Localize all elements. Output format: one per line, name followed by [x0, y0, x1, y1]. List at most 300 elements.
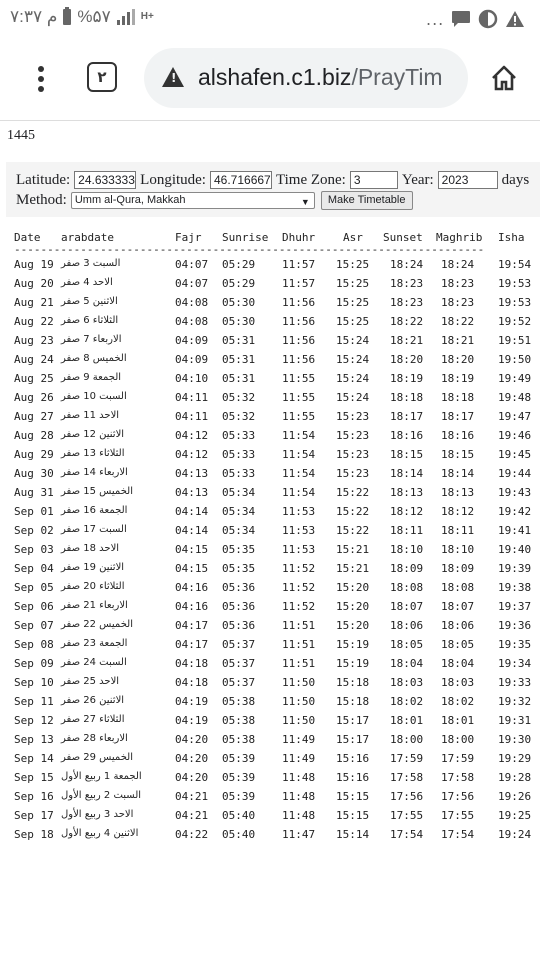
cell-date: Sep 09 [14, 657, 54, 670]
table-row [0, 600, 540, 619]
cell-date: Aug 19 [14, 258, 54, 271]
latitude-input[interactable]: 24.633333 [74, 171, 136, 189]
cell-arabdate: الجمعة 9 صفر [61, 372, 122, 383]
cell-arabdate: السبت 17 صفر [61, 524, 127, 535]
cell-date: Sep 15 [14, 771, 54, 784]
cell-fajr: 04:18 [175, 657, 209, 670]
cell-date: Sep 08 [14, 638, 54, 651]
signal-icon [117, 9, 135, 25]
year-input[interactable]: 2023 [438, 171, 498, 189]
cell-sunrise: 05:33 [222, 429, 256, 442]
table-row [0, 619, 540, 638]
cell-isha: 19:41 [498, 524, 532, 537]
cell-asr: 15:23 [336, 410, 370, 423]
cell-fajr: 04:14 [175, 524, 209, 537]
cell-asr: 15:23 [336, 429, 370, 442]
cell-isha: 19:36 [498, 619, 532, 632]
cell-sunset: 18:07 [390, 600, 424, 613]
table-row [0, 353, 540, 372]
cell-dhuhr: 11:57 [282, 277, 316, 290]
cell-fajr: 04:07 [175, 277, 209, 290]
table-row [0, 809, 540, 828]
cell-sunrise: 05:29 [222, 258, 256, 271]
cell-fajr: 04:13 [175, 467, 209, 480]
method-label: Method: [16, 192, 67, 208]
cell-isha: 19:37 [498, 600, 532, 613]
menu-icon[interactable] [34, 66, 48, 94]
cell-maghrib: 18:01 [441, 714, 475, 727]
cell-sunset: 18:19 [390, 372, 424, 385]
cell-isha: 19:53 [498, 296, 532, 309]
cell-sunset: 18:11 [390, 524, 424, 537]
table-row [0, 695, 540, 714]
cell-sunrise: 05:36 [222, 600, 256, 613]
cell-dhuhr: 11:53 [282, 524, 316, 537]
table-row [0, 258, 540, 277]
settings-form [6, 162, 540, 217]
cell-sunrise: 05:30 [222, 315, 256, 328]
cell-isha: 19:49 [498, 372, 532, 385]
cell-dhuhr: 11:49 [282, 733, 316, 746]
cell-dhuhr: 11:56 [282, 353, 316, 366]
cell-sunset: 18:16 [390, 429, 424, 442]
cell-maghrib: 18:03 [441, 676, 475, 689]
timezone-label: Time Zone: [275, 171, 346, 188]
cell-fajr: 04:09 [175, 334, 209, 347]
cell-date: Aug 24 [14, 353, 54, 366]
method-select[interactable] [71, 192, 315, 209]
cell-maghrib: 18:18 [441, 391, 475, 404]
cell-sunset: 17:55 [390, 809, 424, 822]
cell-dhuhr: 11:55 [282, 372, 316, 385]
cell-fajr: 04:20 [175, 733, 209, 746]
cell-date: Sep 16 [14, 790, 54, 803]
cell-asr: 15:24 [336, 372, 370, 385]
cell-asr: 15:24 [336, 391, 370, 404]
cell-fajr: 04:12 [175, 448, 209, 461]
cell-isha: 19:42 [498, 505, 532, 518]
cell-arabdate: الاثنين 12 صفر [61, 429, 125, 440]
cell-arabdate: الاربعاء 28 صفر [61, 733, 128, 744]
cell-maghrib: 18:23 [441, 296, 475, 309]
column-header-maghrib: Maghrib [436, 231, 483, 244]
cell-asr: 15:20 [336, 619, 370, 632]
cell-date: Aug 29 [14, 448, 54, 461]
cell-sunset: 17:58 [390, 771, 424, 784]
cell-sunset: 18:14 [390, 467, 424, 480]
cell-dhuhr: 11:50 [282, 714, 316, 727]
table-row [0, 828, 540, 847]
column-header-sunrise: Sunrise [222, 231, 269, 244]
cell-dhuhr: 11:57 [282, 258, 316, 271]
cell-dhuhr: 11:51 [282, 619, 316, 632]
table-row [0, 714, 540, 733]
table-row [0, 676, 540, 695]
cell-fajr: 04:09 [175, 353, 209, 366]
cell-sunrise: 05:35 [222, 562, 256, 575]
cell-dhuhr: 11:52 [282, 581, 316, 594]
cell-maghrib: 18:14 [441, 467, 475, 480]
cell-isha: 19:24 [498, 828, 532, 841]
chevron-down-icon: ▼ [300, 197, 310, 207]
cell-asr: 15:19 [336, 638, 370, 651]
cell-fajr: 04:11 [175, 410, 209, 423]
cell-arabdate: الجمعة 16 صفر [61, 505, 128, 516]
cell-fajr: 04:08 [175, 296, 209, 309]
cell-maghrib: 18:17 [441, 410, 475, 423]
cell-maghrib: 18:10 [441, 543, 475, 556]
cell-isha: 19:26 [498, 790, 532, 803]
cell-maghrib: 18:21 [441, 334, 475, 347]
table-row [0, 562, 540, 581]
cell-isha: 19:50 [498, 353, 532, 366]
cell-dhuhr: 11:47 [282, 828, 316, 841]
cell-dhuhr: 11:52 [282, 562, 316, 575]
cell-sunrise: 05:33 [222, 448, 256, 461]
table-row [0, 543, 540, 562]
cell-maghrib: 18:20 [441, 353, 475, 366]
table-row [0, 581, 540, 600]
cell-asr: 15:21 [336, 562, 370, 575]
table-row [0, 296, 540, 315]
table-row [0, 733, 540, 752]
cell-sunset: 18:00 [390, 733, 424, 746]
cell-sunset: 18:01 [390, 714, 424, 727]
cell-fajr: 04:15 [175, 543, 209, 556]
cell-asr: 15:19 [336, 657, 370, 670]
cell-dhuhr: 11:50 [282, 676, 316, 689]
cell-arabdate: الخميس 22 صفر [61, 619, 133, 630]
cell-date: Aug 30 [14, 467, 54, 480]
cell-isha: 19:54 [498, 258, 532, 271]
cell-arabdate: الخميس 15 صفر [61, 486, 133, 497]
cell-asr: 15:23 [336, 448, 370, 461]
cell-sunrise: 05:29 [222, 277, 256, 290]
cell-arabdate: السبت 3 صفر [61, 258, 121, 269]
not-secure-icon[interactable] [162, 67, 184, 87]
cell-sunset: 18:06 [390, 619, 424, 632]
table-row [0, 315, 540, 334]
more-notifications-icon: ... [426, 10, 445, 29]
cell-isha: 19:30 [498, 733, 532, 746]
cell-arabdate: السبت 24 صفر [61, 657, 127, 668]
cell-maghrib: 17:59 [441, 752, 475, 765]
cell-sunrise: 05:31 [222, 353, 256, 366]
cell-asr: 15:16 [336, 752, 370, 765]
cell-fajr: 04:10 [175, 372, 209, 385]
cell-arabdate: الجمعة 1 ربيع الأول [61, 771, 142, 782]
column-header-isha: Isha [498, 231, 525, 244]
cell-arabdate: الاربعاء 21 صفر [61, 600, 128, 611]
cell-asr: 15:25 [336, 258, 370, 271]
cell-date: Aug 27 [14, 410, 54, 423]
cell-maghrib: 18:07 [441, 600, 475, 613]
longitude-label: Longitude: [140, 171, 206, 188]
cell-sunset: 18:22 [390, 315, 424, 328]
battery-percent: %۵۷ [77, 7, 111, 26]
cell-dhuhr: 11:51 [282, 657, 316, 670]
cell-maghrib: 18:13 [441, 486, 475, 499]
table-row [0, 638, 540, 657]
cell-maghrib: 18:00 [441, 733, 475, 746]
cell-sunrise: 05:32 [222, 391, 256, 404]
cell-date: Sep 05 [14, 581, 54, 594]
cell-fajr: 04:15 [175, 562, 209, 575]
cell-dhuhr: 11:53 [282, 505, 316, 518]
tab-switcher-button[interactable]: ٢ [87, 62, 117, 92]
cell-dhuhr: 11:55 [282, 391, 316, 404]
cell-arabdate: الاثنين 26 صفر [61, 695, 125, 706]
make-timetable-button[interactable]: Make Timetable [321, 191, 413, 210]
cell-isha: 19:35 [498, 638, 532, 651]
cell-asr: 15:22 [336, 524, 370, 537]
cell-date: Aug 21 [14, 296, 54, 309]
cell-fajr: 04:14 [175, 505, 209, 518]
home-icon[interactable] [490, 64, 518, 92]
cell-dhuhr: 11:53 [282, 543, 316, 556]
cell-date: Aug 25 [14, 372, 54, 385]
cell-arabdate: الاثنين 19 صفر [61, 562, 125, 573]
cell-isha: 19:53 [498, 277, 532, 290]
cell-fajr: 04:13 [175, 486, 209, 499]
cell-asr: 15:15 [336, 809, 370, 822]
cell-dhuhr: 11:50 [282, 695, 316, 708]
cell-isha: 19:29 [498, 752, 532, 765]
cell-arabdate: الثلاثاء 6 صفر [61, 315, 119, 326]
cell-sunset: 17:56 [390, 790, 424, 803]
cell-asr: 15:25 [336, 277, 370, 290]
cell-maghrib: 17:56 [441, 790, 475, 803]
cell-isha: 19:46 [498, 429, 532, 442]
cell-maghrib: 18:22 [441, 315, 475, 328]
table-row [0, 771, 540, 790]
cell-arabdate: الخميس 8 صفر [61, 353, 127, 364]
cell-maghrib: 18:02 [441, 695, 475, 708]
cell-dhuhr: 11:56 [282, 315, 316, 328]
cell-maghrib: 18:19 [441, 372, 475, 385]
cell-fajr: 04:12 [175, 429, 209, 442]
cell-asr: 15:18 [336, 695, 370, 708]
header-divider: ----------------------------------------------------------------------- [14, 243, 485, 256]
cell-dhuhr: 11:49 [282, 752, 316, 765]
cell-isha: 19:33 [498, 676, 532, 689]
cell-date: Sep 01 [14, 505, 54, 518]
cell-fajr: 04:22 [175, 828, 209, 841]
cell-arabdate: الثلاثاء 27 صفر [61, 714, 125, 725]
cell-arabdate: الاحد 11 صفر [61, 410, 120, 421]
cell-asr: 15:22 [336, 505, 370, 518]
cell-isha: 19:28 [498, 771, 532, 784]
battery-icon [63, 9, 71, 25]
cell-isha: 19:43 [498, 486, 532, 499]
cell-isha: 19:44 [498, 467, 532, 480]
cell-date: Sep 14 [14, 752, 54, 765]
cell-asr: 15:20 [336, 581, 370, 594]
cell-sunset: 18:09 [390, 562, 424, 575]
hijri-year: 1445 [7, 128, 35, 143]
cell-arabdate: الاثنين 4 ربيع الأول [61, 828, 139, 839]
table-row [0, 372, 540, 391]
table-row [0, 277, 540, 296]
cell-dhuhr: 11:55 [282, 410, 316, 423]
cell-maghrib: 18:12 [441, 505, 475, 518]
cell-isha: 19:39 [498, 562, 532, 575]
cell-isha: 19:25 [498, 809, 532, 822]
cell-asr: 15:24 [336, 334, 370, 347]
cell-maghrib: 18:24 [441, 258, 475, 271]
network-type: H+ [140, 11, 154, 22]
cell-sunset: 18:23 [390, 296, 424, 309]
cell-sunset: 18:13 [390, 486, 424, 499]
cell-sunset: 18:04 [390, 657, 424, 670]
cell-sunrise: 05:40 [222, 809, 256, 822]
cell-sunrise: 05:36 [222, 581, 256, 594]
cell-dhuhr: 11:54 [282, 467, 316, 480]
cell-sunrise: 05:37 [222, 638, 256, 651]
cell-sunrise: 05:31 [222, 372, 256, 385]
cell-maghrib: 17:58 [441, 771, 475, 784]
url-bar[interactable] [144, 48, 468, 108]
cell-sunset: 18:24 [390, 258, 424, 271]
cell-isha: 19:47 [498, 410, 532, 423]
cell-date: Aug 23 [14, 334, 54, 347]
cell-sunrise: 05:38 [222, 714, 256, 727]
moon-icon [478, 9, 498, 29]
table-row [0, 505, 540, 524]
cell-dhuhr: 11:54 [282, 486, 316, 499]
cell-maghrib: 18:16 [441, 429, 475, 442]
cell-date: Sep 18 [14, 828, 54, 841]
cell-isha: 19:45 [498, 448, 532, 461]
column-header-sunset: Sunset [383, 231, 423, 244]
cell-isha: 19:51 [498, 334, 532, 347]
cell-arabdate: الاربعاء 14 صفر [61, 467, 128, 478]
cell-sunrise: 05:34 [222, 486, 256, 499]
cell-sunset: 18:05 [390, 638, 424, 651]
cell-fajr: 04:19 [175, 695, 209, 708]
cell-date: Sep 12 [14, 714, 54, 727]
cell-fajr: 04:11 [175, 391, 209, 404]
cell-sunrise: 05:37 [222, 676, 256, 689]
cell-arabdate: الثلاثاء 13 صفر [61, 448, 125, 459]
cell-sunset: 18:15 [390, 448, 424, 461]
cell-maghrib: 18:08 [441, 581, 475, 594]
cell-dhuhr: 11:52 [282, 600, 316, 613]
cell-dhuhr: 11:54 [282, 448, 316, 461]
cell-dhuhr: 11:51 [282, 638, 316, 651]
cell-dhuhr: 11:48 [282, 771, 316, 784]
table-row [0, 752, 540, 771]
cell-date: Sep 03 [14, 543, 54, 556]
cell-asr: 15:24 [336, 353, 370, 366]
cell-dhuhr: 11:54 [282, 429, 316, 442]
cell-sunset: 18:08 [390, 581, 424, 594]
status-bar [0, 0, 540, 36]
table-row [0, 486, 540, 505]
cell-sunrise: 05:32 [222, 410, 256, 423]
browser-toolbar [0, 36, 540, 121]
table-row [0, 410, 540, 429]
cell-arabdate: الخميس 29 صفر [61, 752, 133, 763]
cell-isha: 19:31 [498, 714, 532, 727]
cell-sunset: 18:18 [390, 391, 424, 404]
cell-isha: 19:32 [498, 695, 532, 708]
cell-fajr: 04:16 [175, 581, 209, 594]
cell-dhuhr: 11:48 [282, 790, 316, 803]
cell-dhuhr: 11:56 [282, 296, 316, 309]
cell-maghrib: 18:23 [441, 277, 475, 290]
cell-fajr: 04:17 [175, 638, 209, 651]
cell-maghrib: 17:54 [441, 828, 475, 841]
days-label: days [501, 171, 530, 188]
cell-maghrib: 17:55 [441, 809, 475, 822]
cell-sunrise: 05:36 [222, 619, 256, 632]
cell-sunrise: 05:34 [222, 524, 256, 537]
cell-maghrib: 18:05 [441, 638, 475, 651]
column-header-fajr: Fajr [175, 231, 202, 244]
cell-isha: 19:52 [498, 315, 532, 328]
method-selected: Umm al-Qura, Makkah [74, 194, 186, 206]
table-row [0, 334, 540, 353]
cell-maghrib: 18:09 [441, 562, 475, 575]
url-path: /PrayTim [351, 64, 443, 90]
cell-date: Sep 11 [14, 695, 54, 708]
message-icon [451, 10, 471, 28]
table-row [0, 448, 540, 467]
longitude-input[interactable]: 46.716667 [210, 171, 272, 189]
cell-sunrise: 05:38 [222, 733, 256, 746]
cell-arabdate: الاحد 4 صفر [61, 277, 113, 288]
notification-icons [426, 8, 525, 29]
cell-dhuhr: 11:56 [282, 334, 316, 347]
timezone-input[interactable]: 3 [350, 171, 398, 189]
url-domain: alshafen.c1.biz [198, 64, 352, 90]
cell-arabdate: الاثنين 5 صفر [61, 296, 118, 307]
cell-asr: 15:16 [336, 771, 370, 784]
cell-maghrib: 18:06 [441, 619, 475, 632]
cell-date: Aug 28 [14, 429, 54, 442]
cell-arabdate: الجمعة 23 صفر [61, 638, 128, 649]
table-row [0, 790, 540, 809]
cell-sunset: 18:23 [390, 277, 424, 290]
cell-maghrib: 18:15 [441, 448, 475, 461]
cell-asr: 15:14 [336, 828, 370, 841]
cell-dhuhr: 11:48 [282, 809, 316, 822]
cell-date: Aug 22 [14, 315, 54, 328]
cell-date: Sep 13 [14, 733, 54, 746]
cell-sunset: 18:02 [390, 695, 424, 708]
table-row [0, 524, 540, 543]
cell-sunset: 17:59 [390, 752, 424, 765]
cell-sunrise: 05:34 [222, 505, 256, 518]
cell-asr: 15:25 [336, 296, 370, 309]
cell-sunrise: 05:40 [222, 828, 256, 841]
table-row [0, 467, 540, 486]
cell-arabdate: الاربعاء 7 صفر [61, 334, 122, 345]
latitude-label: Latitude: [16, 171, 71, 188]
cell-asr: 15:15 [336, 790, 370, 803]
cell-sunrise: 05:39 [222, 790, 256, 803]
cell-date: Sep 02 [14, 524, 54, 537]
cell-sunrise: 05:38 [222, 695, 256, 708]
cell-date: Sep 07 [14, 619, 54, 632]
status-right [10, 7, 154, 27]
cell-asr: 15:22 [336, 486, 370, 499]
cell-fajr: 04:17 [175, 619, 209, 632]
cell-date: Sep 17 [14, 809, 54, 822]
cell-date: Aug 26 [14, 391, 54, 404]
cell-maghrib: 18:11 [441, 524, 475, 537]
